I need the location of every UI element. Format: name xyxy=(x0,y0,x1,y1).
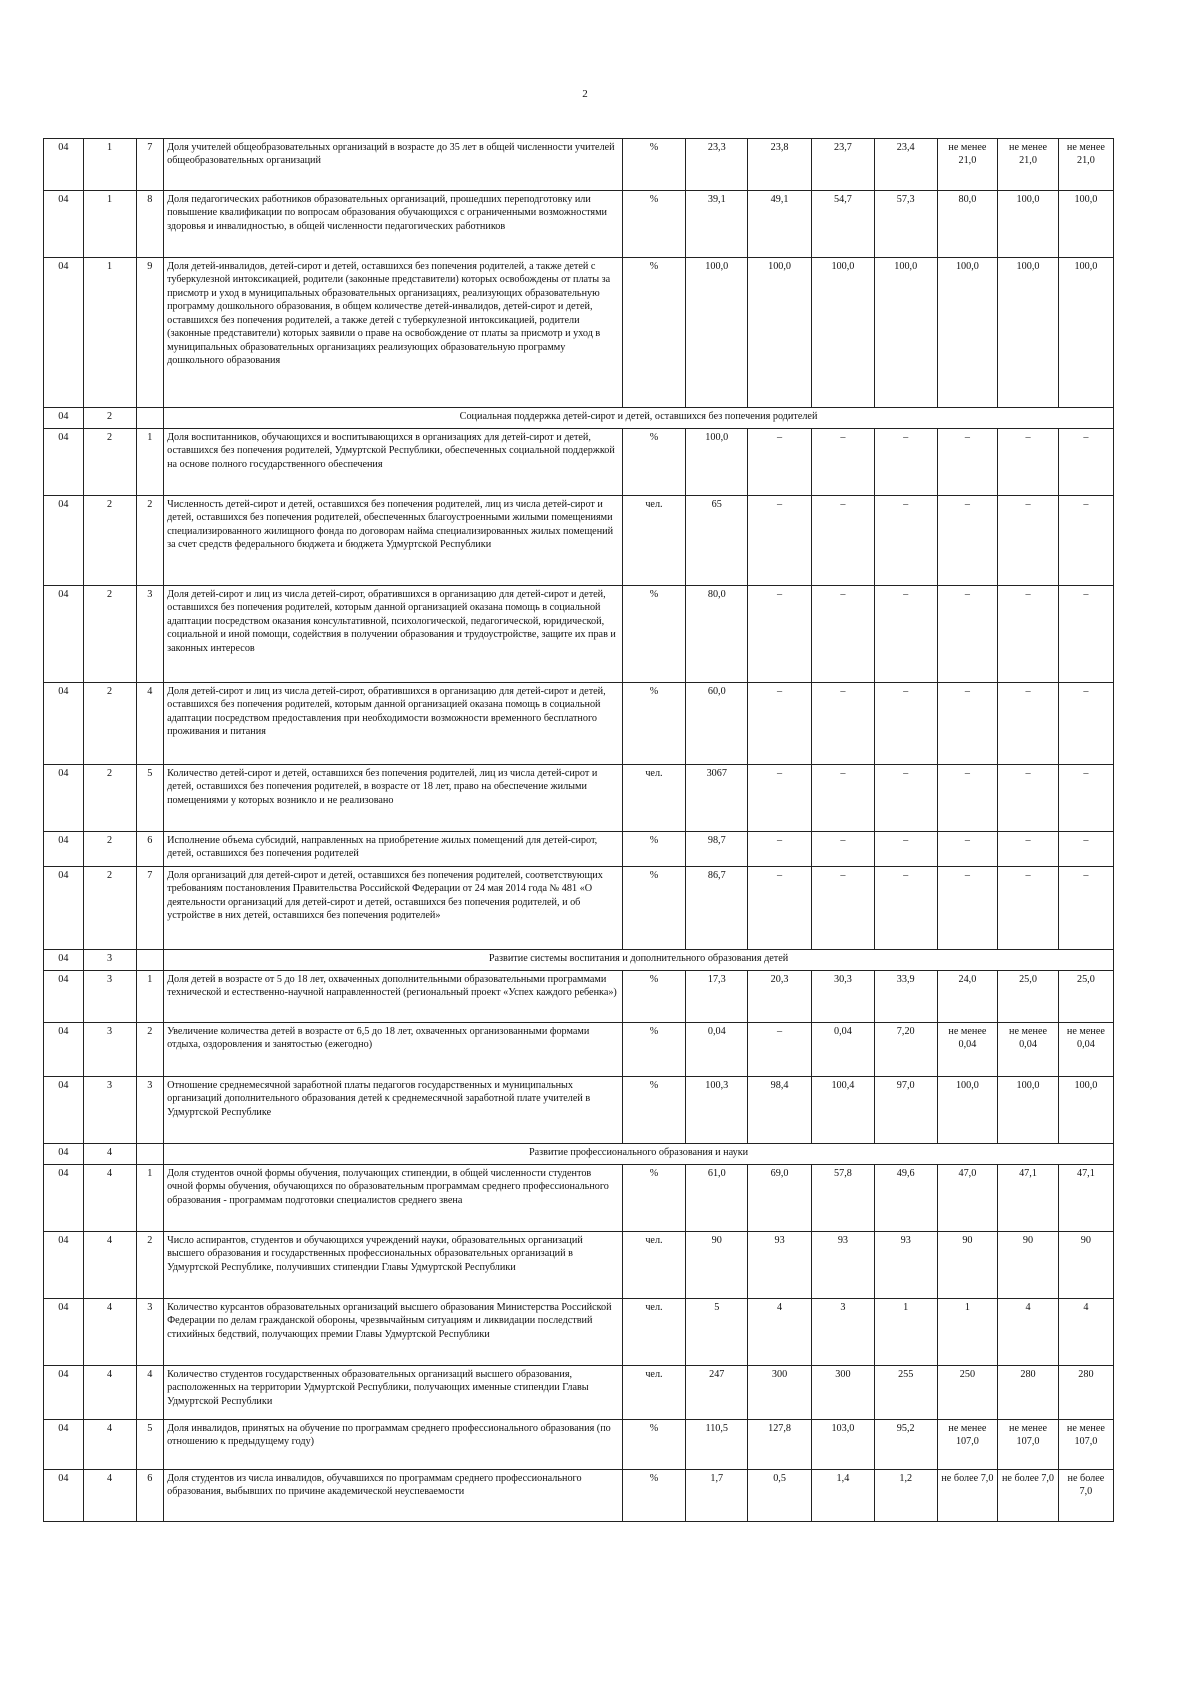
value-cell: 100,4 xyxy=(812,1077,875,1144)
value-cell: 93 xyxy=(812,1232,875,1299)
indicators-table-body xyxy=(44,139,1114,1522)
table-row xyxy=(44,765,1114,832)
value-cell: не более 7,0 xyxy=(1058,1470,1113,1522)
value-cell: 24,0 xyxy=(937,971,998,1023)
code-cell: 04 xyxy=(44,429,84,496)
index-cell: 9 xyxy=(136,258,164,408)
subprogram-cell: 3 xyxy=(83,950,136,971)
value-cell: – xyxy=(812,867,875,950)
table-row xyxy=(44,496,1114,586)
code-cell: 04 xyxy=(44,191,84,258)
value-cell: 0,04 xyxy=(812,1023,875,1077)
subprogram-cell: 3 xyxy=(83,1023,136,1077)
code-cell: 04 xyxy=(44,1299,84,1366)
index-cell: 7 xyxy=(136,139,164,191)
table-row xyxy=(44,1470,1114,1522)
value-cell: – xyxy=(1058,867,1113,950)
value-cell: 0,5 xyxy=(748,1470,812,1522)
indicator-name: Число аспирантов, студентов и обучающихся учреждений науки, образовательных организаций высшего образования и государственных профессиональных образовательных организаций в Удмуртской Республике, получивших стипендии Главы Удмуртской Республики xyxy=(164,1232,622,1299)
code-cell: 04 xyxy=(44,586,84,683)
value-cell: 5 xyxy=(686,1299,748,1366)
value-cell: – xyxy=(998,832,1059,867)
code-cell: 04 xyxy=(44,1023,84,1077)
value-cell: не менее 0,04 xyxy=(937,1023,998,1077)
unit-cell: % xyxy=(622,1420,686,1470)
value-cell: 47,1 xyxy=(1058,1165,1113,1232)
value-cell: 23,7 xyxy=(812,139,875,191)
table-row xyxy=(44,832,1114,867)
unit-cell: % xyxy=(622,867,686,950)
indicator-name: Доля студентов очной формы обучения, получающих стипендии, в общей численности студентов очной формы обучения, обучающихся по образовательным программам среднего профессионального образования - программам подготовки специалистов среднего звена xyxy=(164,1165,622,1232)
value-cell: – xyxy=(748,765,812,832)
table-row xyxy=(44,867,1114,950)
section-title: Развитие системы воспитания и дополнительного образования детей xyxy=(164,950,1114,971)
value-cell: – xyxy=(874,586,937,683)
code-cell: 04 xyxy=(44,258,84,408)
value-cell: не менее 107,0 xyxy=(1058,1420,1113,1470)
value-cell: 1,2 xyxy=(874,1470,937,1522)
value-cell: – xyxy=(1058,586,1113,683)
code-cell: 04 xyxy=(44,1077,84,1144)
value-cell: – xyxy=(998,867,1059,950)
indicator-name: Доля педагогических работников образовательных организаций, прошедших переподготовку или повышение квалификации по вопросам образования обучающихся с ограниченными возможностями здоровья и инвалидностью, в общей численности педагогических работников xyxy=(164,191,622,258)
subprogram-cell: 4 xyxy=(83,1232,136,1299)
value-cell: не более 7,0 xyxy=(998,1470,1059,1522)
value-cell: – xyxy=(812,586,875,683)
index-cell: 3 xyxy=(136,1299,164,1366)
value-cell: 100,0 xyxy=(998,258,1059,408)
code-cell: 04 xyxy=(44,1470,84,1522)
value-cell: 4 xyxy=(998,1299,1059,1366)
unit-cell: чел. xyxy=(622,496,686,586)
value-cell: 90 xyxy=(937,1232,998,1299)
value-cell: – xyxy=(1058,832,1113,867)
unit-cell: % xyxy=(622,586,686,683)
value-cell: – xyxy=(937,429,998,496)
value-cell: – xyxy=(998,683,1059,765)
value-cell: – xyxy=(874,496,937,586)
value-cell: 100,0 xyxy=(998,1077,1059,1144)
value-cell: 250 xyxy=(937,1366,998,1420)
value-cell: 57,3 xyxy=(874,191,937,258)
value-cell: 90 xyxy=(1058,1232,1113,1299)
index-cell: 4 xyxy=(136,1366,164,1420)
value-cell: 93 xyxy=(874,1232,937,1299)
subprogram-cell: 4 xyxy=(83,1144,136,1165)
indicator-name: Отношение среднемесячной заработной платы педагогов государственных и муниципальных организаций дополнительного образования детей к среднемесячной заработной плате учителей в Удмуртской Республике xyxy=(164,1077,622,1144)
subprogram-cell: 3 xyxy=(83,1077,136,1144)
section-title: Развитие профессионального образования и науки xyxy=(164,1144,1114,1165)
index-cell: 2 xyxy=(136,1023,164,1077)
value-cell: – xyxy=(937,832,998,867)
value-cell: – xyxy=(1058,683,1113,765)
value-cell: 98,7 xyxy=(686,832,748,867)
value-cell: – xyxy=(998,429,1059,496)
indicator-name: Доля инвалидов, принятых на обучение по программам среднего профессионального образования (по отношению к предыдущему году) xyxy=(164,1420,622,1470)
value-cell: 100,0 xyxy=(1058,1077,1113,1144)
subprogram-cell: 4 xyxy=(83,1299,136,1366)
indicator-name: Доля студентов из числа инвалидов, обучавшихся по программам среднего профессионального образования, выбывших по причине академической неуспеваемости xyxy=(164,1470,622,1522)
value-cell: – xyxy=(1058,496,1113,586)
code-cell: 04 xyxy=(44,1232,84,1299)
value-cell: – xyxy=(812,429,875,496)
value-cell: 25,0 xyxy=(1058,971,1113,1023)
unit-cell: % xyxy=(622,1077,686,1144)
indicator-name: Численность детей-сирот и детей, оставшихся без попечения родителей, лиц из числа детей-сирот и детей, оставшихся без попечения родителей, обеспеченных благоустроенными жилыми помещениями специализированного жилищного фонда по договорам найма специализированных жилых помещений за счет средств федерального бюджета и бюджета Удмуртской Республики xyxy=(164,496,622,586)
subprogram-cell: 2 xyxy=(83,765,136,832)
value-cell: 7,20 xyxy=(874,1023,937,1077)
value-cell: 100,0 xyxy=(1058,191,1113,258)
value-cell: не менее 0,04 xyxy=(998,1023,1059,1077)
unit-cell: % xyxy=(622,139,686,191)
subprogram-cell: 2 xyxy=(83,408,136,429)
table-row xyxy=(44,1023,1114,1077)
code-cell: 04 xyxy=(44,867,84,950)
indicator-name: Доля детей-сирот и лиц из числа детей-сирот, обратившихся в организацию для детей-сирот и детей, оставшихся без попечения родителей, которым данной организацией оказана помощь в социальной адаптации посредством предоставления при необходимости возможности временного бесплатного проживания и питания xyxy=(164,683,622,765)
value-cell: 1 xyxy=(937,1299,998,1366)
value-cell: не менее 21,0 xyxy=(937,139,998,191)
value-cell: 100,0 xyxy=(686,429,748,496)
index-cell: 1 xyxy=(136,1165,164,1232)
subprogram-cell: 2 xyxy=(83,586,136,683)
value-cell: 23,8 xyxy=(748,139,812,191)
indicator-name: Количество детей-сирот и детей, оставшихся без попечения родителей, лиц из числа детей-сирот и детей, оставшихся без попечения родителей, в возрасте от 18 лет, право на обеспечение жилыми помещениями у которых возникло и не реализовано xyxy=(164,765,622,832)
value-cell: не менее 0,04 xyxy=(1058,1023,1113,1077)
code-cell: 04 xyxy=(44,1144,84,1165)
table-row xyxy=(44,1366,1114,1420)
value-cell: 127,8 xyxy=(748,1420,812,1470)
indicator-name: Доля детей-инвалидов, детей-сирот и детей, оставшихся без попечения родителей, а также детей с туберкулезной интоксикацией, родители (законные представители) которых освобождены от платы за присмотр и уход в муниципальных образовательных организациях, реализующих образовательную программу дошкольного образования, в общем количестве детей-инвалидов, детей-сирот и детей, оставшихся без попечения родителей, а также детей с туберкулезной интоксикацией, родители (законные представители) которых заявили о праве на освобождение от платы за присмотр и уход в муниципальных образовательных организациях реализующих образовательную программу дошкольного образования xyxy=(164,258,622,408)
value-cell: 100,0 xyxy=(812,258,875,408)
unit-cell: чел. xyxy=(622,765,686,832)
table-row xyxy=(44,429,1114,496)
value-cell: 247 xyxy=(686,1366,748,1420)
value-cell: 103,0 xyxy=(812,1420,875,1470)
code-cell: 04 xyxy=(44,832,84,867)
index-cell: 6 xyxy=(136,832,164,867)
value-cell: 30,3 xyxy=(812,971,875,1023)
section-row xyxy=(44,1144,1114,1165)
value-cell: – xyxy=(812,765,875,832)
value-cell: 60,0 xyxy=(686,683,748,765)
index-cell: 2 xyxy=(136,496,164,586)
subprogram-cell: 3 xyxy=(83,971,136,1023)
value-cell: 90 xyxy=(686,1232,748,1299)
value-cell: 255 xyxy=(874,1366,937,1420)
value-cell: 3067 xyxy=(686,765,748,832)
value-cell: 100,0 xyxy=(937,258,998,408)
index-cell: 4 xyxy=(136,683,164,765)
value-cell: – xyxy=(937,683,998,765)
unit-cell: % xyxy=(622,1470,686,1522)
indicator-name: Увеличение количества детей в возрасте от 6,5 до 18 лет, охваченных организованными формами отдыха, оздоровления и занятостью (ежегодно) xyxy=(164,1023,622,1077)
value-cell: не более 7,0 xyxy=(937,1470,998,1522)
value-cell: 65 xyxy=(686,496,748,586)
value-cell: – xyxy=(937,765,998,832)
unit-cell: % xyxy=(622,971,686,1023)
unit-cell: % xyxy=(622,1165,686,1232)
subprogram-cell: 4 xyxy=(83,1470,136,1522)
value-cell: 97,0 xyxy=(874,1077,937,1144)
index-cell: 1 xyxy=(136,429,164,496)
value-cell: не менее 107,0 xyxy=(937,1420,998,1470)
value-cell: 49,1 xyxy=(748,191,812,258)
value-cell: – xyxy=(748,1023,812,1077)
value-cell: 100,0 xyxy=(874,258,937,408)
table-row xyxy=(44,1232,1114,1299)
value-cell: не менее 21,0 xyxy=(1058,139,1113,191)
table-row xyxy=(44,191,1114,258)
table-row xyxy=(44,586,1114,683)
code-cell: 04 xyxy=(44,1366,84,1420)
value-cell: 57,8 xyxy=(812,1165,875,1232)
index-cell xyxy=(136,408,164,429)
page-number: 2 xyxy=(582,88,588,100)
unit-cell: чел. xyxy=(622,1232,686,1299)
section-title: Социальная поддержка детей-сирот и детей, оставшихся без попечения родителей xyxy=(164,408,1114,429)
subprogram-cell: 2 xyxy=(83,429,136,496)
code-cell: 04 xyxy=(44,408,84,429)
indicator-name: Доля организаций для детей-сирот и детей, оставшихся без попечения родителей, соответствующих требованиям постановления Правительства Российской Федерации от 24 мая 2014 года № 481 «О деятельности организаций для детей-сирот и детей, оставшихся без попечения родителей, и об устройстве в них детей, оставшихся без попечения родителей» xyxy=(164,867,622,950)
value-cell: – xyxy=(748,429,812,496)
code-cell: 04 xyxy=(44,496,84,586)
value-cell: – xyxy=(998,765,1059,832)
value-cell: не менее 107,0 xyxy=(998,1420,1059,1470)
subprogram-cell: 2 xyxy=(83,832,136,867)
index-cell: 3 xyxy=(136,1077,164,1144)
code-cell: 04 xyxy=(44,971,84,1023)
index-cell: 6 xyxy=(136,1470,164,1522)
unit-cell: % xyxy=(622,258,686,408)
value-cell: – xyxy=(874,832,937,867)
value-cell: 1 xyxy=(874,1299,937,1366)
value-cell: 25,0 xyxy=(998,971,1059,1023)
value-cell: 280 xyxy=(1058,1366,1113,1420)
unit-cell: чел. xyxy=(622,1366,686,1420)
indicator-name: Количество курсантов образовательных организаций высшего образования Министерства Российской Федерации по делам гражданской обороны, чрезвычайным ситуациям и ликвидации последствий стихийных бедствий, получающих премии Главы Удмуртской Республики xyxy=(164,1299,622,1366)
table-row xyxy=(44,1165,1114,1232)
value-cell: 100,3 xyxy=(686,1077,748,1144)
indicators-table xyxy=(43,138,1114,1522)
table-row xyxy=(44,1299,1114,1366)
table-row xyxy=(44,683,1114,765)
code-cell: 04 xyxy=(44,139,84,191)
value-cell: 4 xyxy=(748,1299,812,1366)
indicator-name: Доля воспитанников, обучающихся и воспитывающихся в организациях для детей-сирот и детей, оставшихся без попечения родителей, Удмуртской Республики, обеспеченных социальной поддержкой на основе полного государственного обеспечения xyxy=(164,429,622,496)
value-cell: – xyxy=(874,683,937,765)
value-cell: 69,0 xyxy=(748,1165,812,1232)
value-cell: 39,1 xyxy=(686,191,748,258)
value-cell: 98,4 xyxy=(748,1077,812,1144)
indicator-name: Доля учителей общеобразовательных организаций в возрасте до 35 лет в общей численности учителей общеобразовательных организаций xyxy=(164,139,622,191)
value-cell: – xyxy=(748,867,812,950)
unit-cell: % xyxy=(622,191,686,258)
indicator-name: Доля детей в возрасте от 5 до 18 лет, охваченных дополнительными образовательными программами технической и естественно-научной направленностей (региональный проект «Успех каждого ребенка») xyxy=(164,971,622,1023)
index-cell: 5 xyxy=(136,1420,164,1470)
value-cell: 90 xyxy=(998,1232,1059,1299)
value-cell: 23,4 xyxy=(874,139,937,191)
value-cell: 100,0 xyxy=(1058,258,1113,408)
value-cell: – xyxy=(812,832,875,867)
value-cell: 86,7 xyxy=(686,867,748,950)
value-cell: 20,3 xyxy=(748,971,812,1023)
value-cell: – xyxy=(748,496,812,586)
value-cell: – xyxy=(937,867,998,950)
value-cell: – xyxy=(874,429,937,496)
value-cell: – xyxy=(748,586,812,683)
section-row xyxy=(44,408,1114,429)
value-cell: – xyxy=(874,867,937,950)
value-cell: – xyxy=(1058,429,1113,496)
value-cell: – xyxy=(812,683,875,765)
value-cell: 1,7 xyxy=(686,1470,748,1522)
table-row xyxy=(44,1077,1114,1144)
table-row xyxy=(44,139,1114,191)
value-cell: 100,0 xyxy=(748,258,812,408)
value-cell: – xyxy=(1058,765,1113,832)
unit-cell: чел. xyxy=(622,1299,686,1366)
value-cell: 300 xyxy=(748,1366,812,1420)
value-cell: 4 xyxy=(1058,1299,1113,1366)
value-cell: 100,0 xyxy=(998,191,1059,258)
value-cell: 300 xyxy=(812,1366,875,1420)
value-cell: 1,4 xyxy=(812,1470,875,1522)
code-cell: 04 xyxy=(44,950,84,971)
code-cell: 04 xyxy=(44,1165,84,1232)
value-cell: 47,1 xyxy=(998,1165,1059,1232)
value-cell: 54,7 xyxy=(812,191,875,258)
table-row xyxy=(44,1420,1114,1470)
subprogram-cell: 1 xyxy=(83,191,136,258)
value-cell: 280 xyxy=(998,1366,1059,1420)
value-cell: – xyxy=(998,586,1059,683)
unit-cell: % xyxy=(622,832,686,867)
index-cell xyxy=(136,1144,164,1165)
indicator-name: Доля детей-сирот и лиц из числа детей-сирот, обратившихся в организацию для детей-сирот и детей, оставшихся без попечения родителей, которым данной организацией оказана помощь в социальной адаптации посредством оказания консультативной, психологической, педагогической, юридической, социальной и иной помощи, содействия в получении образования и трудоустройстве, защите их прав и законных интересов xyxy=(164,586,622,683)
subprogram-cell: 4 xyxy=(83,1165,136,1232)
unit-cell: % xyxy=(622,683,686,765)
value-cell: – xyxy=(748,683,812,765)
value-cell: 3 xyxy=(812,1299,875,1366)
value-cell: 47,0 xyxy=(937,1165,998,1232)
value-cell: 80,0 xyxy=(937,191,998,258)
index-cell: 8 xyxy=(136,191,164,258)
value-cell: – xyxy=(812,496,875,586)
value-cell: 95,2 xyxy=(874,1420,937,1470)
code-cell: 04 xyxy=(44,1420,84,1470)
value-cell: – xyxy=(748,832,812,867)
value-cell: 80,0 xyxy=(686,586,748,683)
subprogram-cell: 1 xyxy=(83,258,136,408)
code-cell: 04 xyxy=(44,765,84,832)
value-cell: 110,5 xyxy=(686,1420,748,1470)
index-cell: 3 xyxy=(136,586,164,683)
value-cell: 23,3 xyxy=(686,139,748,191)
indicator-name: Исполнение объема субсидий, направленных на приобретение жилых помещений для детей-сирот, детей, оставшихся без попечения родителей xyxy=(164,832,622,867)
index-cell: 2 xyxy=(136,1232,164,1299)
table-row xyxy=(44,971,1114,1023)
subprogram-cell: 4 xyxy=(83,1366,136,1420)
subprogram-cell: 1 xyxy=(83,139,136,191)
value-cell: 93 xyxy=(748,1232,812,1299)
value-cell: 49,6 xyxy=(874,1165,937,1232)
subprogram-cell: 2 xyxy=(83,683,136,765)
value-cell: 100,0 xyxy=(937,1077,998,1144)
code-cell: 04 xyxy=(44,683,84,765)
value-cell: – xyxy=(874,765,937,832)
index-cell: 5 xyxy=(136,765,164,832)
table-row xyxy=(44,258,1114,408)
subprogram-cell: 2 xyxy=(83,867,136,950)
value-cell: 0,04 xyxy=(686,1023,748,1077)
value-cell: не менее 21,0 xyxy=(998,139,1059,191)
value-cell: – xyxy=(998,496,1059,586)
subprogram-cell: 4 xyxy=(83,1420,136,1470)
unit-cell: % xyxy=(622,429,686,496)
value-cell: 33,9 xyxy=(874,971,937,1023)
subprogram-cell: 2 xyxy=(83,496,136,586)
value-cell: 17,3 xyxy=(686,971,748,1023)
index-cell: 1 xyxy=(136,971,164,1023)
value-cell: – xyxy=(937,496,998,586)
unit-cell: % xyxy=(622,1023,686,1077)
value-cell: – xyxy=(937,586,998,683)
index-cell xyxy=(136,950,164,971)
index-cell: 7 xyxy=(136,867,164,950)
value-cell: 61,0 xyxy=(686,1165,748,1232)
indicator-name: Количество студентов государственных образовательных организаций высшего образования, расположенных на территории Удмуртской Республики, получающих именные стипендии Главы Удмуртской Республики xyxy=(164,1366,622,1420)
section-row xyxy=(44,950,1114,971)
value-cell: 100,0 xyxy=(686,258,748,408)
